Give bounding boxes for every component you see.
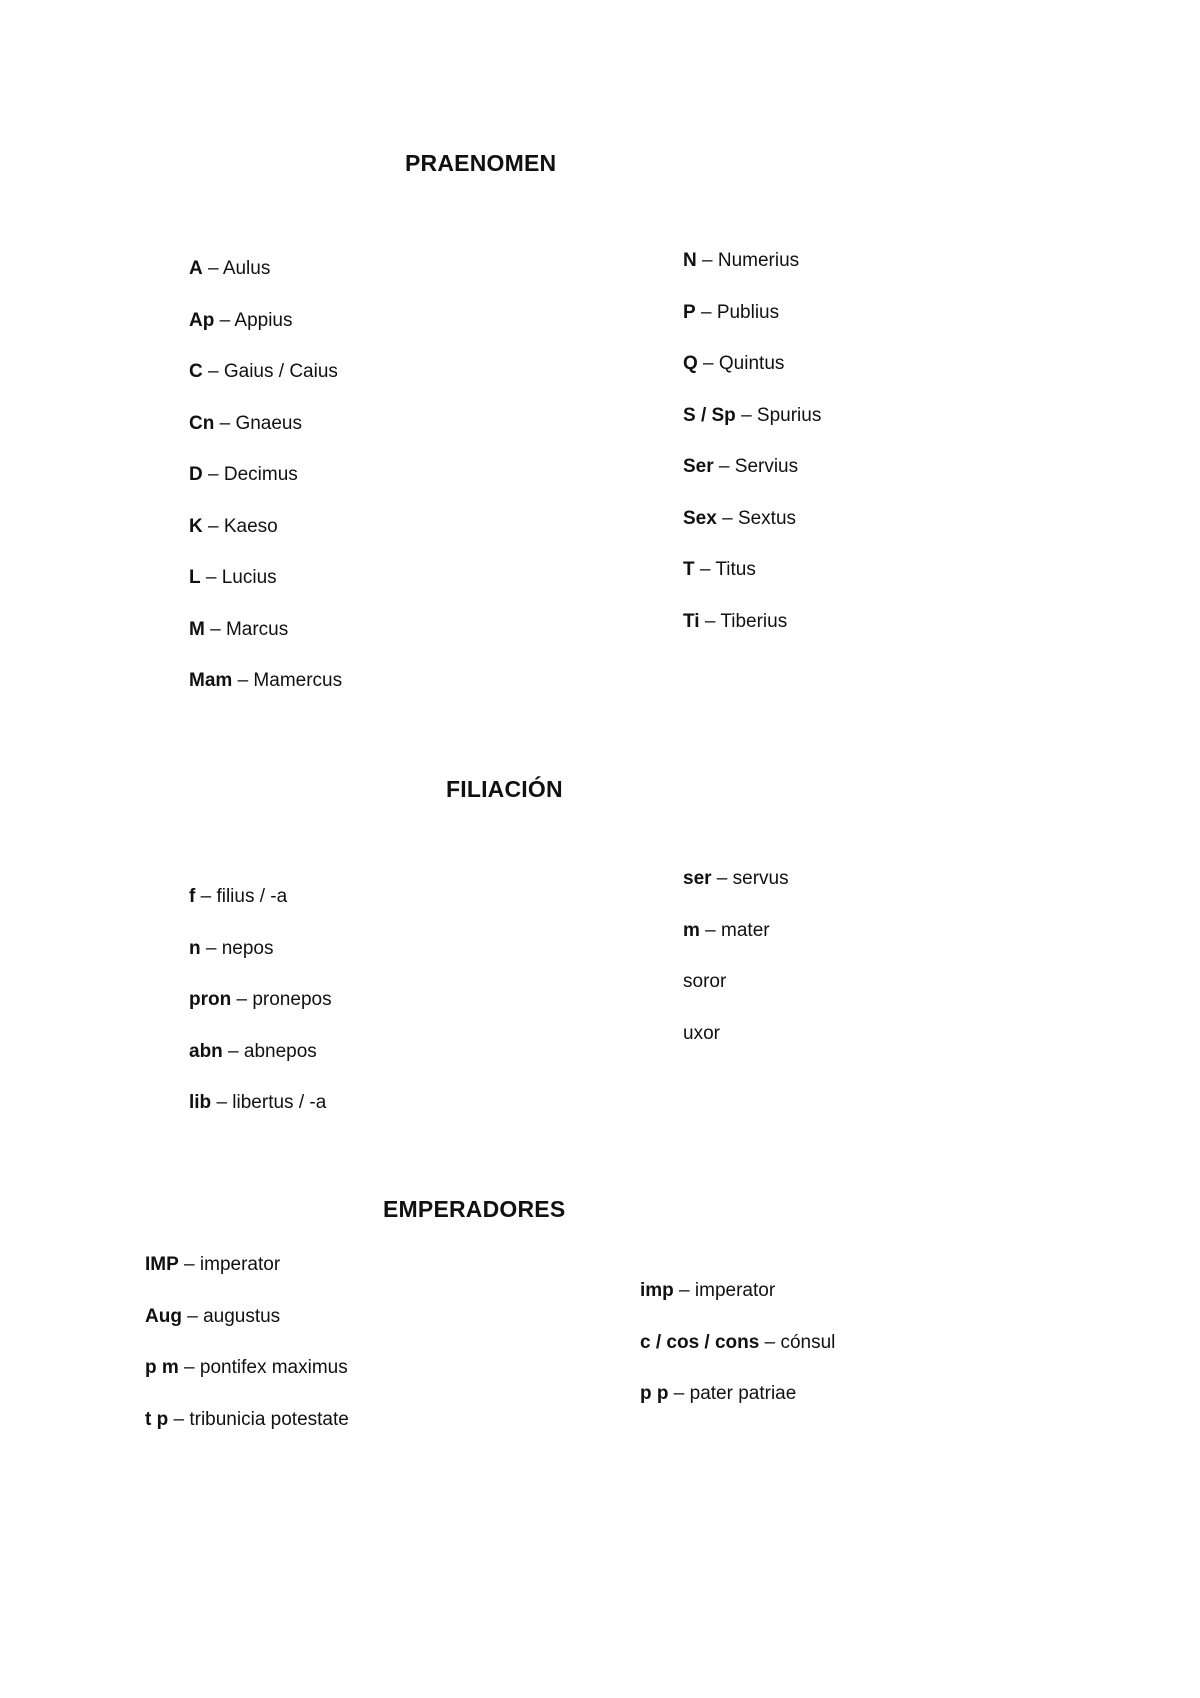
list-item <box>189 516 342 568</box>
abbreviation: Ap <box>189 309 215 331</box>
abbreviation: K <box>189 515 203 537</box>
list-item <box>145 1254 349 1306</box>
separator: – <box>200 937 222 959</box>
abbreviation: Ser <box>683 456 714 477</box>
separator: – <box>204 618 226 640</box>
separator: – <box>214 309 235 331</box>
meaning: Spurius <box>756 404 822 426</box>
list-item <box>145 1357 349 1409</box>
section-title-filiacion: FILIACIÓN <box>446 776 563 802</box>
meaning: uxor <box>683 1022 720 1044</box>
separator: – <box>697 353 719 374</box>
abbreviation: Mam <box>189 670 233 691</box>
abbreviation: f <box>189 886 196 907</box>
emperadores-left-list <box>145 1254 349 1460</box>
abbreviation: C <box>189 361 203 382</box>
separator: – <box>231 989 253 1010</box>
list-item <box>683 971 789 1023</box>
meaning: pater patriae <box>689 1383 797 1404</box>
meaning: Mamercus <box>253 670 343 691</box>
abbreviation: pron <box>189 989 232 1010</box>
meaning: libertus / -a <box>232 1092 327 1113</box>
list-item <box>640 1332 835 1384</box>
list-item <box>145 1409 349 1461</box>
separator: – <box>713 456 735 477</box>
meaning: Tiberius <box>720 610 788 632</box>
abbreviation: n <box>189 937 201 959</box>
list-item <box>683 353 821 405</box>
separator: – <box>696 250 718 271</box>
praenomen-left-list <box>189 258 342 722</box>
meaning: Kaeso <box>223 515 278 537</box>
meaning: pronepos <box>252 989 332 1010</box>
abbreviation: m <box>683 919 700 941</box>
abbreviation: L <box>189 567 201 588</box>
list-item <box>189 1092 332 1144</box>
list-item <box>189 310 342 362</box>
abbreviation: Aug <box>145 1305 182 1327</box>
abbreviation: Ti <box>683 610 700 632</box>
list-item <box>683 250 821 302</box>
meaning: imperator <box>694 1280 776 1301</box>
list-item <box>640 1383 835 1435</box>
meaning: Lucius <box>221 567 277 588</box>
meaning: Marcus <box>225 618 289 640</box>
list-item <box>189 886 332 938</box>
list-item <box>189 938 332 990</box>
abbreviation: imp <box>640 1280 674 1301</box>
separator: – <box>673 1280 695 1301</box>
meaning: augustus <box>203 1305 281 1327</box>
separator: – <box>178 1254 200 1275</box>
abbreviation: P <box>683 301 696 323</box>
emperadores-right-list <box>640 1280 835 1435</box>
list-item <box>189 670 342 722</box>
separator: – <box>232 670 254 691</box>
list-item <box>683 456 821 508</box>
abbreviation: M <box>189 618 205 640</box>
separator: – <box>699 919 722 941</box>
section-title-praenomen: PRAENOMEN <box>405 150 557 176</box>
separator: – <box>735 404 757 426</box>
meaning: filius / -a <box>216 886 288 907</box>
separator: – <box>195 886 217 907</box>
separator: – <box>695 301 717 323</box>
meaning: soror <box>683 971 727 992</box>
list-item <box>640 1280 835 1332</box>
separator: – <box>214 412 236 434</box>
section-title-emperadores: EMPERADORES <box>383 1196 566 1222</box>
meaning: Appius <box>234 309 293 331</box>
meaning: Sextus <box>737 507 797 529</box>
abbreviation: ser <box>683 868 712 889</box>
meaning: Gaius / Caius <box>223 361 338 382</box>
separator: – <box>699 610 721 632</box>
separator: – <box>711 868 733 889</box>
list-item <box>683 508 821 560</box>
meaning: Aulus <box>222 258 271 279</box>
separator: – <box>178 1357 200 1378</box>
list-item <box>189 567 342 619</box>
meaning: cónsul <box>780 1331 836 1353</box>
separator: – <box>211 1092 233 1113</box>
separator: – <box>202 515 224 537</box>
separator: – <box>694 559 716 580</box>
abbreviation: T <box>683 559 695 580</box>
abbreviation: t p <box>145 1408 169 1430</box>
filiacion-right-list <box>683 868 789 1074</box>
meaning: Publius <box>716 301 780 323</box>
list-item <box>683 405 821 457</box>
meaning: tribunicia potestate <box>189 1408 349 1430</box>
list-item <box>683 302 821 354</box>
separator: – <box>668 1383 690 1404</box>
list-item <box>683 559 821 611</box>
meaning: mater <box>721 919 770 941</box>
abbreviation: Cn <box>189 412 215 434</box>
meaning: nepos <box>221 937 274 959</box>
abbreviation: abn <box>189 1040 223 1062</box>
abbreviation: lib <box>189 1092 212 1113</box>
abbreviation: p m <box>145 1357 179 1378</box>
separator: – <box>200 567 222 588</box>
list-item <box>189 361 342 413</box>
separator: – <box>202 361 224 382</box>
list-item <box>189 464 342 516</box>
meaning: abnepos <box>243 1040 317 1062</box>
abbreviation: IMP <box>145 1254 179 1275</box>
list-item <box>189 989 332 1041</box>
separator: – <box>716 507 738 529</box>
abbreviation: c / cos / cons <box>640 1331 760 1353</box>
abbreviation: D <box>189 464 203 485</box>
abbreviation: A <box>189 258 203 279</box>
meaning: Gnaeus <box>235 412 302 434</box>
list-item <box>189 619 342 671</box>
list-item <box>683 611 821 663</box>
praenomen-right-list <box>683 250 821 662</box>
list-item <box>683 1023 789 1075</box>
separator: – <box>168 1408 190 1430</box>
list-item <box>145 1306 349 1358</box>
abbreviation: p p <box>640 1383 669 1404</box>
list-item <box>189 1041 332 1093</box>
meaning: Titus <box>715 559 756 580</box>
abbreviation: Sex <box>683 507 717 529</box>
meaning: Servius <box>734 456 799 477</box>
abbreviation: N <box>683 250 697 271</box>
separator: – <box>202 464 224 485</box>
meaning: Numerius <box>717 250 800 271</box>
separator: – <box>759 1331 781 1353</box>
meaning: pontifex maximus <box>199 1357 348 1378</box>
abbreviation: S / Sp <box>683 404 736 426</box>
list-item <box>683 920 789 972</box>
list-item <box>683 868 789 920</box>
meaning: imperator <box>199 1254 281 1275</box>
filiacion-left-list <box>189 886 332 1144</box>
meaning: Quintus <box>718 353 785 374</box>
meaning: Decimus <box>223 464 298 485</box>
abbreviation: Q <box>683 353 698 374</box>
separator: – <box>222 1040 244 1062</box>
meaning: servus <box>732 868 789 889</box>
separator: – <box>202 258 223 279</box>
list-item <box>189 258 342 310</box>
list-item <box>189 413 342 465</box>
separator: – <box>181 1305 204 1327</box>
